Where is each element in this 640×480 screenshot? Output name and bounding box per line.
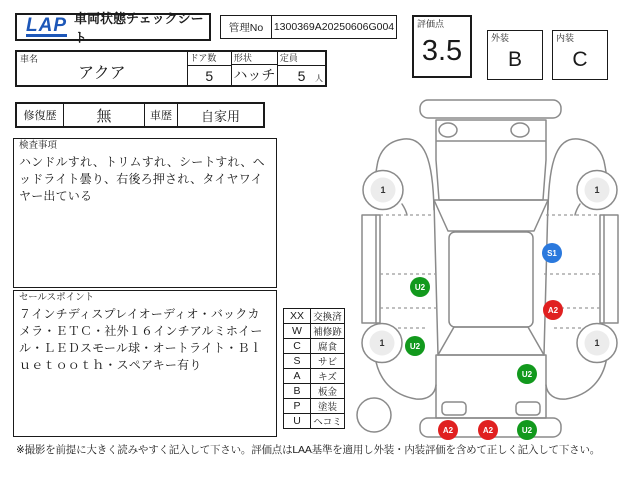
car-damage-diagram <box>350 88 640 448</box>
legend-label: 塗装 <box>311 399 345 414</box>
car-history-label: 車歴 <box>145 104 178 126</box>
management-no-label: 管理No <box>221 16 272 38</box>
doors-label: ドア数 <box>188 52 231 66</box>
exterior-grade: B <box>507 48 522 71</box>
footer-note: ※撮影を前提に大きく読みやすく記入して下さい。評価点はLAA基準を適用し外装・内装評価を含めて正しく記入して下さい。 <box>16 444 601 456</box>
exterior-grade-box <box>487 30 543 80</box>
damage-marker <box>405 336 425 356</box>
doors-value: 5 <box>205 67 214 84</box>
front-bumper <box>420 100 561 118</box>
vehicle-info-row <box>15 50 327 87</box>
damage-marker <box>410 277 430 297</box>
score-box <box>412 15 472 78</box>
roof <box>449 232 533 327</box>
inspection-items-box <box>13 138 277 288</box>
damage-marker <box>517 364 537 384</box>
legend-label: キズ <box>311 369 345 384</box>
legend-row <box>284 309 345 324</box>
management-no-box <box>220 15 397 39</box>
shape-cell <box>232 52 278 85</box>
legend-row <box>284 354 345 369</box>
capacity-value <box>278 66 325 85</box>
wheel-grade: 1 <box>380 185 386 195</box>
svg-text:A2: A2 <box>482 426 494 435</box>
rear-left-wheel <box>362 324 402 363</box>
rear-window <box>438 327 544 355</box>
svg-text:A2: A2 <box>442 426 454 435</box>
front-right-wheel <box>577 171 617 210</box>
right-body-line <box>544 201 548 355</box>
wheel-grade: 1 <box>594 338 600 348</box>
legend-code: U <box>284 414 311 429</box>
legend-code: S <box>284 354 311 369</box>
damage-marker <box>517 420 537 440</box>
left-headlight-icon <box>439 123 457 137</box>
legend-label: 補修跡 <box>311 324 345 339</box>
wheel-grade: 1 <box>594 185 600 195</box>
capacity-number: 5 <box>297 67 306 84</box>
interior-grade-box <box>552 30 608 80</box>
legend-label: ヘコミ <box>311 414 345 429</box>
damage-marker <box>542 243 562 263</box>
spare-tire <box>357 398 391 432</box>
shape-value: ハッチ <box>233 67 276 83</box>
score-label: 評価点 <box>417 19 445 29</box>
car-history-value: 自家用 <box>200 108 240 124</box>
svg-text:A2: A2 <box>547 306 559 315</box>
right-sill <box>600 215 618 323</box>
svg-text:U2: U2 <box>409 342 421 351</box>
front-left-fender-edge <box>402 204 407 215</box>
score-value: 3.5 <box>421 35 463 67</box>
front-right-fender-edge <box>575 204 580 215</box>
legend-code: P <box>284 399 311 414</box>
interior-grade: C <box>572 48 588 71</box>
logo-box <box>15 11 211 45</box>
legend-row <box>284 339 345 354</box>
left-body-line <box>434 201 438 355</box>
management-no-value: 1300369A20250606G004 <box>273 21 395 33</box>
hood <box>436 120 546 200</box>
legend-row <box>284 384 345 399</box>
exterior-label: 外装 <box>491 33 510 43</box>
damage-marker <box>478 420 498 440</box>
car-name-label: 車名 <box>20 54 39 64</box>
svg-text:U2: U2 <box>521 426 533 435</box>
car-outline <box>357 100 618 437</box>
legend-row <box>284 414 345 429</box>
legend-label: 交換済 <box>311 309 345 324</box>
lap-logo: LAP <box>26 15 67 36</box>
left-taillight-icon <box>442 402 466 415</box>
shape-label: 形状 <box>232 52 277 65</box>
legend-label: 腐食 <box>311 339 345 354</box>
damage-marker <box>438 420 458 440</box>
history-row <box>15 102 265 128</box>
svg-text:U2: U2 <box>521 370 533 379</box>
inspection-items-text: ハンドルすれ、トリムすれ、シートすれ、ヘッドライト曇り、右後ろ押され、タイヤワイヤー出ている <box>19 155 265 203</box>
car-name-cell <box>17 52 188 85</box>
right-taillight-icon <box>516 402 540 415</box>
capacity-cell <box>278 52 325 85</box>
legend-row <box>284 324 345 339</box>
inspection-items-label: 検査事項 <box>19 140 58 151</box>
doors-cell <box>188 52 232 85</box>
sales-points-label: セールスポイント <box>19 292 95 303</box>
legend-code: C <box>284 339 311 354</box>
condition-legend-table <box>283 308 345 429</box>
repair-history-label: 修復歴 <box>17 104 64 126</box>
sheet-title: 車両状態チェックシート <box>74 11 204 45</box>
windshield <box>434 200 548 231</box>
legend-code: W <box>284 324 311 339</box>
sales-points-text: ７インチディスプレイオーディオ・バックカメラ・ＥＴＣ・社外１６インチアルミホイール・ＬＥＤスモール球・オートライト・Ｂｌｕｅｔｏｏｔｈ・スペアキー有り <box>19 307 263 372</box>
rear-right-wheel <box>577 324 617 363</box>
legend-row <box>284 399 345 414</box>
wheel-grade: 1 <box>379 338 385 348</box>
legend-code: XX <box>284 309 311 324</box>
left-sill <box>362 215 380 323</box>
capacity-label: 定員 <box>278 52 325 66</box>
repair-history-value: 無 <box>64 104 145 126</box>
legend-row <box>284 369 345 384</box>
legend-label: 板金 <box>311 384 345 399</box>
interior-label: 内装 <box>556 33 575 43</box>
legend-label: サビ <box>311 354 345 369</box>
svg-text:U2: U2 <box>414 283 426 292</box>
legend-code: A <box>284 369 311 384</box>
car-name-value: アクア <box>78 65 126 82</box>
sales-points-box <box>13 290 277 437</box>
capacity-unit: 人 <box>315 74 323 83</box>
right-headlight-icon <box>511 123 529 137</box>
legend-code: B <box>284 384 311 399</box>
svg-text:S1: S1 <box>547 249 557 258</box>
damage-marker <box>543 300 563 320</box>
front-left-wheel <box>363 171 403 210</box>
